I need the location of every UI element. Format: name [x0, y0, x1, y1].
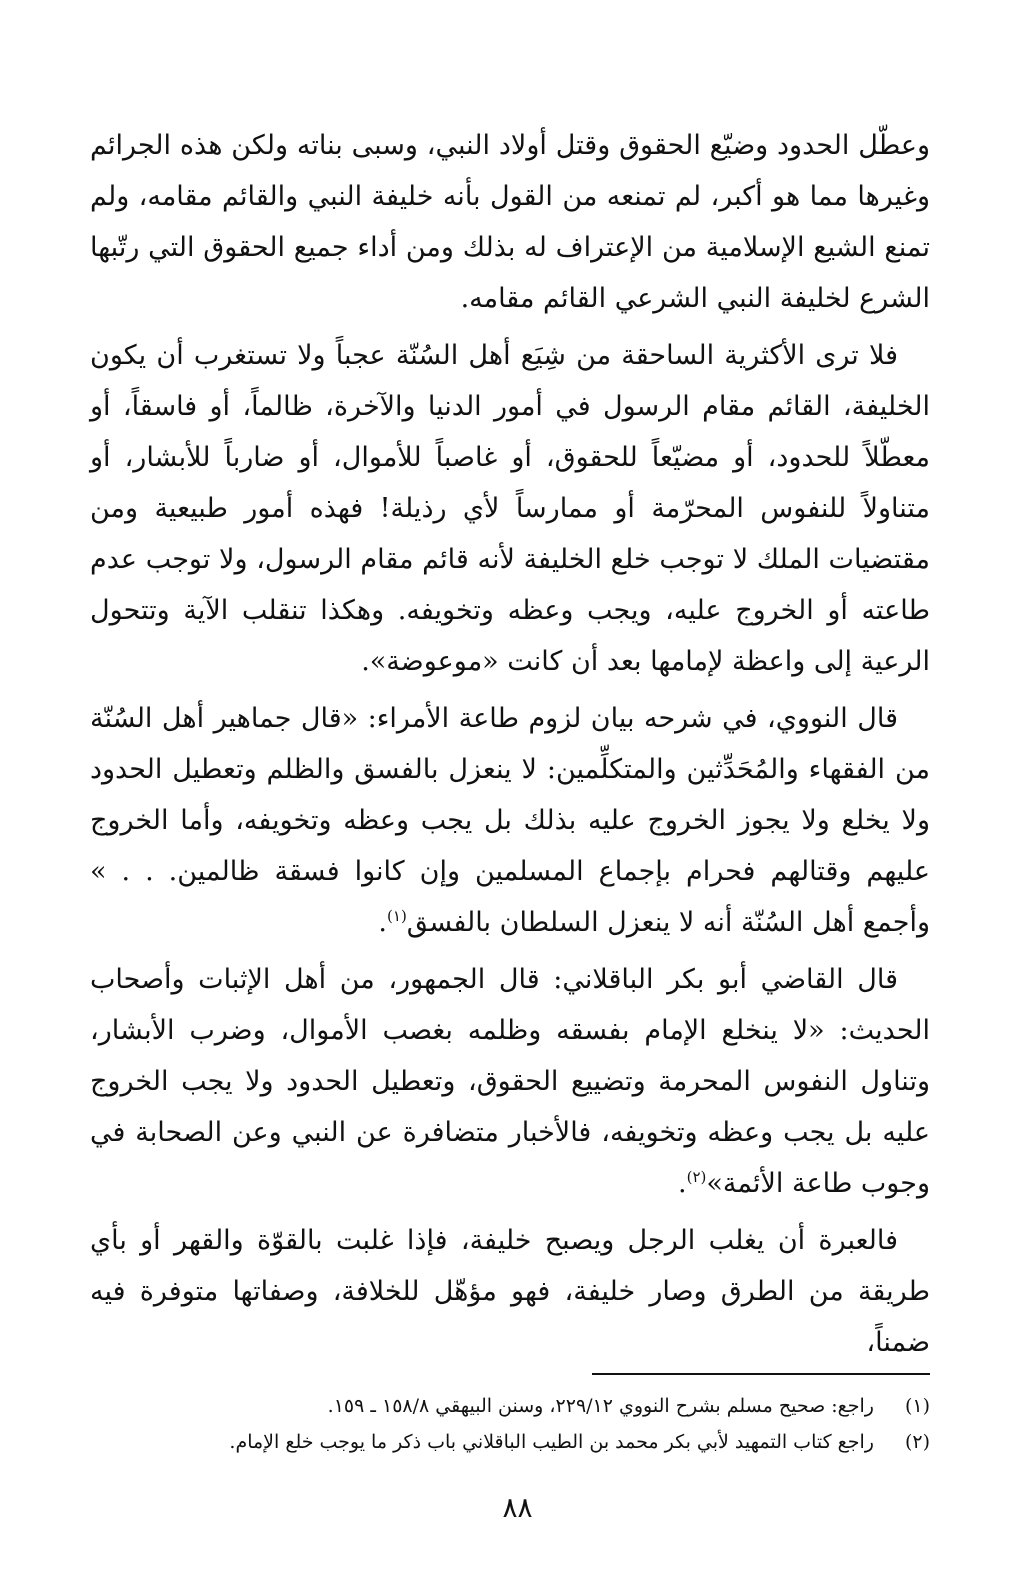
footnote-1: [90, 1388, 930, 1424]
paragraph-1-text: وعطّل الحدود وضيّع الحقوق وقتل أولاد النبي، وسبى بناته ولكن هذه الجرائم وغيرها مما هو أكبر، لم تمنعه من القول بأنه خليفة النبي والقائم مقامه، ولم تمنع الشيع الإسلامية من الإعتراف له بذلك ومن أداء جميع الحقوق التي رتّبها الشرع لخليفة النبي الشرعي القائم مقامه.: [90, 130, 930, 314]
paragraph-3-text: قال النووي، في شرحه بيان لزوم طاعة الأمراء: «قال جماهير أهل السُنّة من الفقهاء والمُحَدِّثين والمتكلِّمين: لا ينعزل بالفسق والظلم وتعطيل الحدود ولا يخلع ولا يجوز الخروج عليه بذلك بل يجب وعظه وتخويفه، وأما الخروج عليهم وقتالهم فحرام بإجماع المسلمين وإن كانوا فسقة ظالمين. . . » وأجمع أهل السُنّة أنه لا ينعزل السلطان بالفسق: [90, 703, 930, 938]
paragraph-2: [90, 330, 930, 687]
footnote-ref-1: (١): [387, 907, 407, 925]
footnote-2: [90, 1424, 930, 1460]
paragraph-4: [90, 954, 930, 1209]
footnotes: [90, 1388, 930, 1460]
footnote-1-number: (١): [904, 1395, 930, 1417]
paragraph-5: [90, 1215, 930, 1368]
paragraph-3-end: .: [378, 907, 388, 938]
footnote-divider: [592, 1373, 930, 1375]
paragraph-4-text: قال القاضي أبو بكر الباقلاني: قال الجمهور، من أهل الإثبات وأصحاب الحديث: «لا ينخلع الإمام بفسقه وظلمه بغصب الأموال، وضرب الأبشار، وتناول النفوس المحرمة وتضييع الحقوق، وتعطيل الحدود ولا يجب الخروج عليه بل يجب وعظه وتخويفه، فالأخبار متضافرة عن النبي وعن الصحابة في وجوب طاعة الأئمة»: [90, 964, 930, 1199]
page-number: ٨٨: [502, 1491, 533, 1524]
footnote-2-text: راجع كتاب التمهيد لأبي بكر محمد بن الطيب الباقلاني باب ذكر ما يوجب خلع الإمام.: [229, 1431, 874, 1453]
footnote-1-text: راجع: صحيح مسلم بشرح النووي ٢٢٩/١٢، وسنن البيهقي ١٥٨/٨ ـ ١٥٩.: [327, 1395, 874, 1417]
footnote-ref-2: (٢): [686, 1168, 707, 1186]
paragraph-3: [90, 693, 930, 948]
paragraph-4-end: .: [678, 1168, 687, 1199]
paragraph-2-text: فلا ترى الأكثرية الساحقة من شِيَع أهل السُنّة عجباً ولا تستغرب أن يكون الخليفة، القائم مقام الرسول في أمور الدنيا والآخرة، ظالماً، أو فاسقاً، أو معطّلاً للحدود، أو مضيّعاً للحقوق، أو غاصباً للأموال، أو ضارباً للأبشار، أو متناولاً للنفوس المحرّمة أو ممارساً لأي رذيلة! فهذه أمور طبيعية ومن مقتضيات الملك لا توجب خلع الخليفة لأنه قائم مقام الرسول، ولا توجب عدم طاعته أو الخروج عليه، ويجب وعظه وتخويفه. وهكذا تنقلب الآية وتتحول الرعية إلى واعظة لإمامها بعد أن كانت «موعوضة».: [90, 340, 930, 677]
footnote-2-number: (٢): [904, 1431, 930, 1453]
paragraph-1: [90, 120, 930, 324]
main-text: [90, 120, 930, 1374]
paragraph-5-text: فالعبرة أن يغلب الرجل ويصبح خليفة، فإذا غلبت بالقوّة والقهر أو بأي طريقة من الطرق وصار خليفة، فهو مؤهّل للخلافة، وصفاتها متوفرة فيه ضمناً،: [90, 1225, 930, 1358]
